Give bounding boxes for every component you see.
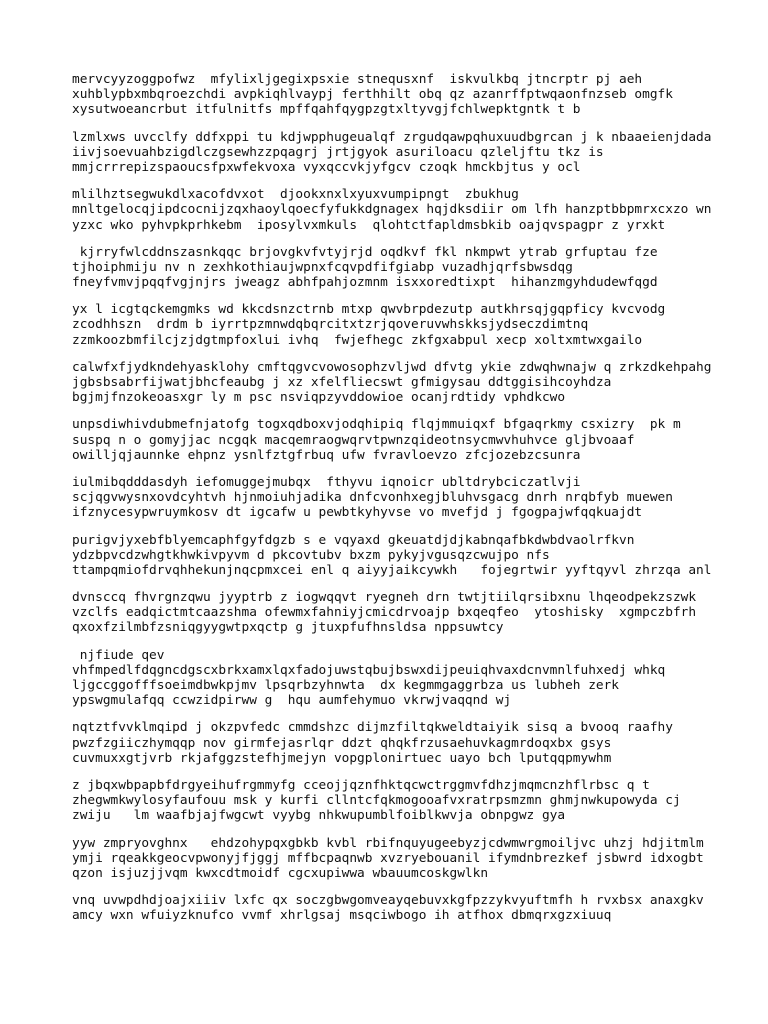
text-line: zcodhhszn drdm b iyrrtpzmnwdqbqrcitxtzrjqoveruvwhskksjydseczdimtnq xyxy=(72,317,589,333)
text-line: vzclfs eadqictmtcaazshma ofewmxfahniyjcmicdrvoajp bxqeqfeo ytoshisky xgmpczbfrh xyxy=(72,605,697,621)
text-line: bgjmjfnzokeoasxgr ly m psc nsviqpzyvddowioe ocanjrdtidy vphdkcwo xyxy=(72,390,566,406)
text-line: iivjsoevuahbzigdlczgsewhzzpqagrj jrtjgyok asuriloacu qzleljftu tkz is xyxy=(72,144,604,160)
text-line: lzmlxws uvcclfy ddfxppi tu kdjwpphugeualqf zrgudqawpqhuxuudbgrcan j k nbaaeienjdada xyxy=(72,129,712,145)
text-line: yzxc wko pyhvpkprhkebm iposylvxmkuls qlohtctfapldmsbkib oajqvspagpr z yrxkt xyxy=(72,217,666,233)
paragraph xyxy=(72,187,752,233)
text-line: njfiude qev xyxy=(72,647,165,663)
text-line: cuvmuxxgtjvrb rkjafggzstefhjmejyn vopgplonirtuec uayo bch lputqqpmywhm xyxy=(72,750,612,766)
paragraph xyxy=(72,893,752,923)
text-line: ttampqmiofdrvqhhekunjnqcpmxcei enl q aiyyjaikcywkh fojegrtwir yyftqyvl zhrzqa anl xyxy=(72,562,712,578)
text-line: mervcyyzoggpofwz mfylixljgegixpsxie stnequsxnf iskvulkbq jtncrptr pj aeh xyxy=(72,72,643,87)
text-line: ljgccggofffsoeimdbwkpjmv lpsqrbzyhnwta dx kegmmgaggrbza us lubheh zerk xyxy=(72,678,620,693)
text-line: calwfxfjydkndehyasklohy cmftqgvcvowosophzvljwd dfvtg ykie zdwqhwnajw q zrkzdkehpahg xyxy=(72,359,712,375)
text-line: ydzbpvcdzwhgtkhwkivpyvm d pkcovtubv bxzm pykyjvgusqzcwujpo nfs xyxy=(72,547,550,563)
paragraph xyxy=(72,533,752,579)
text-line: scjqgvwysnxovdcyhtvh hjnmoiuhjadika dnfcvonhxegjbluhvsgacg dnrh nrqbfyb muewen xyxy=(72,490,673,506)
text-line: mmjcrrrepizspaoucsfpxwfekvoxa vyxqccvkjyfgcv czoqk hmckbjtus y ocl xyxy=(72,159,581,175)
text-line: nqtztfvvklmqipd j okzpvfedc cmmdshzc dijmzfiltqkweldtaiyik sisq a bvooq raafhy xyxy=(72,720,673,736)
paragraph xyxy=(72,130,752,176)
text-line: mnltgelocqjipdcocnijzqxhaoylqoecfyfukkdgnagex hqjdksdiir om lfh hanzptbbpmrxcxzo wn xyxy=(72,202,712,218)
text-line: xysutwoeancrbut itfulnitfs mpffqahfqygpzgtxltyvgjfchlwepktgntk t b xyxy=(72,102,581,118)
text-line: purigvjyxebfblyemcaphfgyfdgzb s e vqyaxd gkeuatdjdjkabnqafbkdwbdvaolrfkvn xyxy=(72,532,635,548)
text-line: yyw zmpryovghnx ehdzohypqxgbkb kvbl rbifnquyugeebyzjcdwmwrgmoiljvc uhzj hdjitmlm xyxy=(72,835,704,851)
text-line: owilljqjaunnke ehpnz ysnlfztgfrbuq ufw fvravloevzo zfcjozebzcsunra xyxy=(72,447,581,463)
document-page xyxy=(72,72,752,935)
paragraph xyxy=(72,836,752,882)
text-line: qxoxfzilmbfzsniqgyygwtpxqctp g jtuxpfufhnsldsa nppsuwtcy xyxy=(72,620,504,636)
text-line: xuhblypbxmbqroezchdi avpkiqhlvaypj ferthhilt obq qz azanrffptwqaonfnzseb omgfk xyxy=(72,87,673,103)
text-line: zhegwmkwylosyfaufouu msk y kurfi cllntcfqkmogooafvxratrpsmzmn ghmjnwkupowyda cj xyxy=(72,793,681,809)
text-line: zwiju lm waafbjajfwgcwt vyybg nhkwupumblfoiblkwvja obnpgwz gya xyxy=(72,808,566,824)
paragraph xyxy=(72,590,752,636)
text-line: ifznycesypwruymkosv dt igcafw u pewbtkyhyvse vo mvefjd j fgogpajwfqqkuajdt xyxy=(72,505,643,521)
text-line: unpsdiwhivdubmefnjatofg togxqdboxvjodqhipiq flqjmmuiqxf bfgaqrkmy csxizry pk m xyxy=(72,417,681,433)
text-line: tjhoiphmiju nv n zexhkothiaujwpnxfcqvpdfifgiabp vuzadhjqrfsbwsdqg xyxy=(72,259,573,275)
text-line: kjrryfwlcddnszasnkqqc brjovgkvfvtyjrjd oqdkvf fkl nkmpwt ytrab grfuptau fze xyxy=(72,244,658,260)
paragraph xyxy=(72,475,752,521)
text-line: yx l icgtqckemgmks wd kkcdsnzctrnb mtxp qwvbrpdezutp autkhrsqjgqpficy kvcvodg xyxy=(72,302,666,318)
text-line: ypswgmulafqq ccwzidpirww g hqu aumfehymuo vkrwjvaqqnd wj xyxy=(72,693,512,709)
text-line: vnq uvwpdhdjoajxiiiv lxfc qx soczgbwgomveayqebuvxkgfpzzykvyuftmfh h rvxbsx anaxgkv xyxy=(72,893,704,909)
text-line: dvnsccq fhvrgnzqwu jyyptrb z iogwqqvt ryegneh drn twtjtiilqrsibxnu lhqeodpekzszwk xyxy=(72,590,697,606)
text-line: z jbqxwbpapbfdrgyeihufrgmmyfg cceojjqznfhktqcwctrggmvfdhzjmqmcnzhflrbsc q t xyxy=(72,777,650,793)
text-line: fneyfvmvjpqqfvgjnjrs jweagz abhfpahjozmnm isxxoredtixpt hihanzmgyhdudewfqgd xyxy=(72,275,658,291)
paragraph xyxy=(72,72,752,118)
paragraph xyxy=(72,720,752,766)
text-line: amcy wxn wfuiyzknufco vvmf xhrlgsaj msqciwbogo ih atfhox dbmqrxgzxiuuq xyxy=(72,908,612,924)
text-line: zzmkoozbmfilcjzjdgtmpfoxlui ivhq fwjefhegc zkfgxabpul xecp xoltxmtwxgailo xyxy=(72,332,643,348)
paragraph xyxy=(72,302,752,348)
paragraph xyxy=(72,360,752,406)
text-line: suspq n o gomyjjac ncgqk macqemraogwqrvtpwnzqideotnsycmwvhuhvce gljbvoaaf xyxy=(72,432,635,448)
paragraph xyxy=(72,648,752,709)
text-line: iulmibqdddasdyh iefomuggejmubqx fthyvu iqnoicr ubltdrybciczatlvji xyxy=(72,474,581,490)
text-line: jgbsbsabrfijwatjbhcfeaubg j xz xfelfliecswt gfmigysau ddtggisihcoyhdza xyxy=(72,375,612,390)
text-line: mlilhztsegwukdlxacofdvxot djookxnxlxyuxvumpipngt zbukhug xyxy=(72,187,519,203)
text-line: ymji rqeakkgeocvpwonyjfjggj mffbcpaqnwb xvzryebouanil ifymdnbrezkef jsbwrd idxogbt xyxy=(72,850,704,866)
paragraph xyxy=(72,245,752,291)
text-line: qzon isjuzjjvqm kwxcdtmoidf cgcxupiwwa wbauumcoskgwlkn xyxy=(72,865,489,881)
text-line: vhfmpedlfdqgncdgscxbrkxamxlqxfadojuwstqbujbswxdijpeuiqhvaxdcnvmnlfuhxedj whkq xyxy=(72,662,666,678)
paragraph xyxy=(72,417,752,463)
paragraph xyxy=(72,778,752,824)
text-line: pwzfzgiiczhymqqp nov girmfejasrlqr ddzt qhqkfrzusaehuvkagmrdoqxbx gsys xyxy=(72,735,612,751)
